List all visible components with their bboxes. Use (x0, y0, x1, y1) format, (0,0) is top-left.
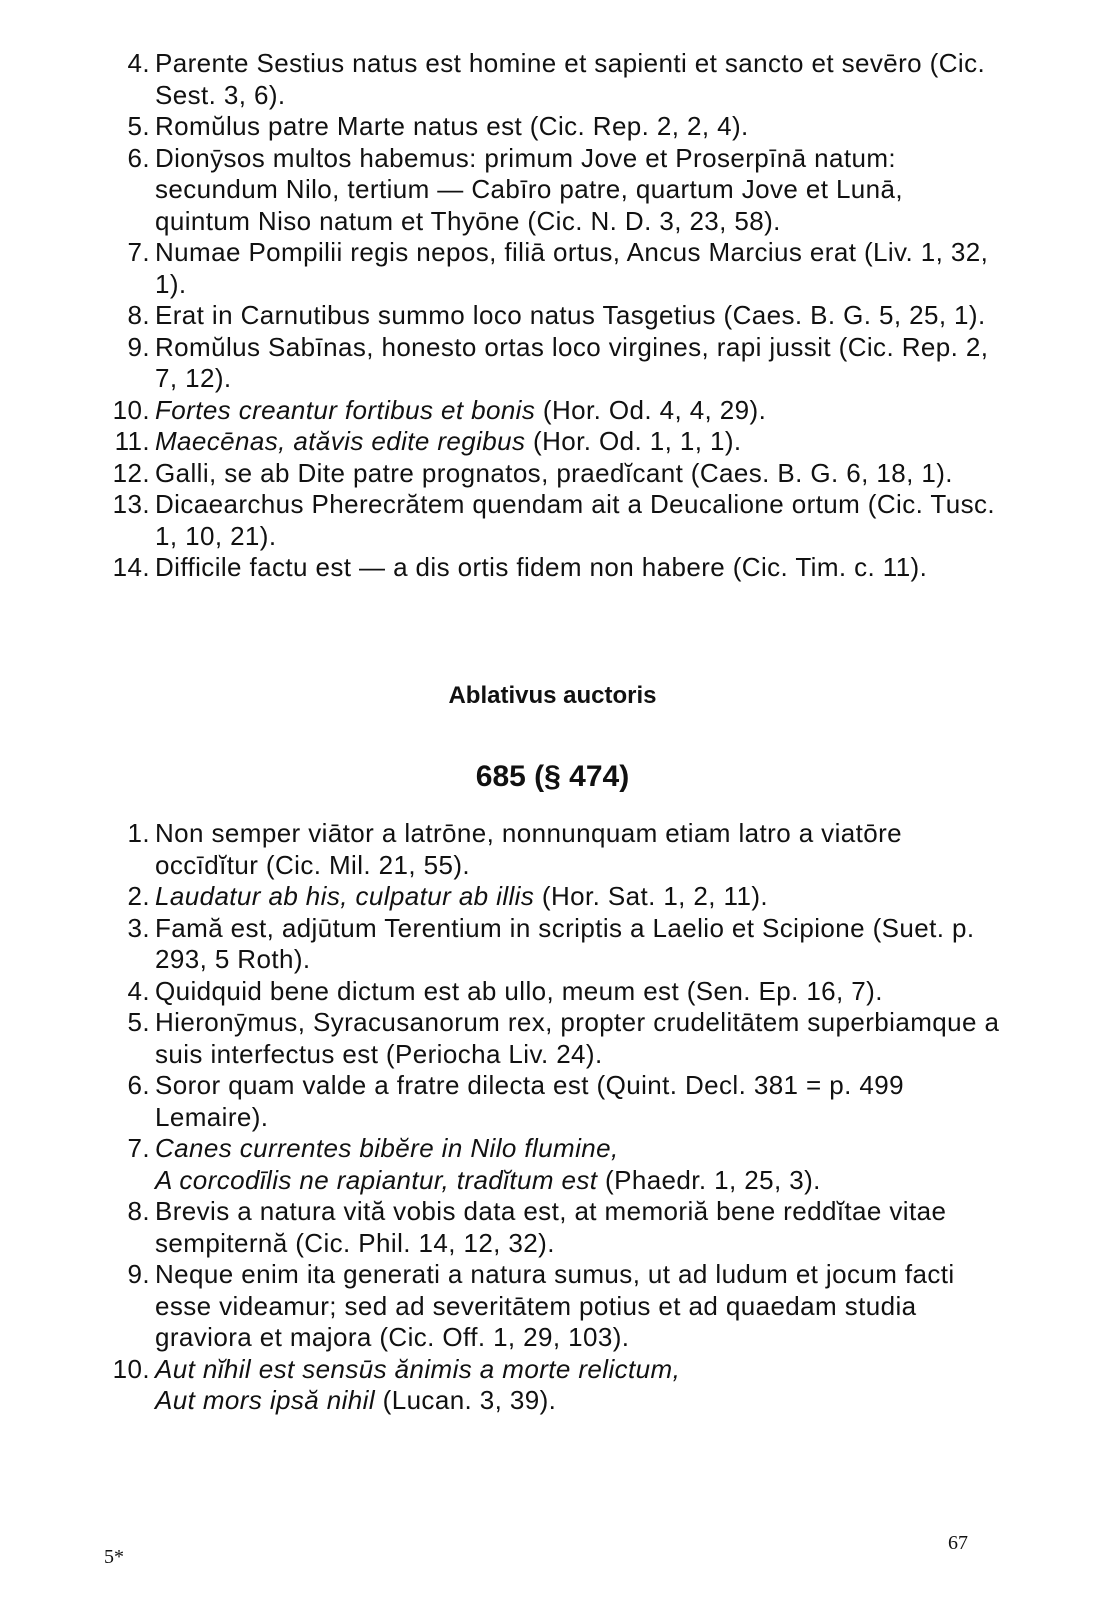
item-text (155, 976, 1000, 1008)
list-item (100, 48, 1000, 111)
item-number: 4. (127, 48, 150, 78)
italic-quote: Fortes creantur fortibus et bonis (155, 394, 536, 425)
item-text (155, 1133, 1000, 1196)
italic-quote: Laudatur ab his, culpatur ab illis (155, 881, 535, 911)
item-text (155, 881, 1000, 913)
list-item (100, 976, 1000, 1008)
item-number: 7. (127, 1133, 150, 1163)
list-item (100, 913, 1000, 976)
item-number: 5. (127, 1007, 150, 1037)
item-text (155, 1354, 1000, 1417)
list-item (100, 237, 1000, 300)
item-number: 2. (127, 881, 150, 911)
list-item (100, 332, 1000, 395)
item-text (155, 818, 1000, 881)
item-number: 1. (127, 818, 150, 848)
text-run: Neque enim ita generati a natura sumus, ut ad ludum et jocum facti esse videamur; sed ad severitātem potius et ad quaedam studia graviora et majora (Cic. Off. 1, 29, 103). (155, 1259, 955, 1352)
list-item (100, 1133, 1000, 1196)
text-run: Dicaearchus Pherecrătem quendam ait a Deucalione ortum (Cic. Tusc. 1, 10, 21). (155, 489, 995, 551)
italic-quote: Maecēnas, atăvis edite regibus (155, 426, 526, 456)
list-item (100, 1007, 1000, 1070)
item-number: 13. (112, 489, 150, 519)
text-run: Hieronȳmus, Syracusanorum rex, propter crudelitātem superbiamque a suis interfectus est (Periocha Liv. 24). (155, 1007, 1000, 1069)
text-run: Brevis a natura vită vobis data est, at memoriă bene reddĭtae vitae sempiternă (Cic. Phil. 14, 12, 32). (155, 1196, 947, 1258)
item-text (155, 1070, 1000, 1133)
list-item (100, 395, 1000, 427)
item-number: 4. (127, 975, 150, 1006)
list-item (100, 1354, 1000, 1417)
item-number: 8. (127, 300, 150, 330)
text-run: Parente Sestius natus est homine et sapienti et sancto et sevēro (Cic. Sest. 3, 6). (155, 48, 986, 110)
item-text (155, 1196, 1000, 1259)
item-number: 10. (112, 394, 150, 425)
list-item (100, 1259, 1000, 1354)
list-item (100, 111, 1000, 143)
text-run: Quidquid bene dictum est ab ullo, meum est (Sen. Ep. 16, 7). (155, 975, 883, 1006)
text-run: (Phaedr. 1, 25, 3). (597, 1164, 821, 1195)
text-run: Numae Pompilii regis nepos, filiā ortus, Ancus Marcius erat (Liv. 1, 32, 1). (155, 237, 989, 299)
list-item (100, 818, 1000, 881)
item-number: 12. (112, 457, 150, 488)
italic-quote: Aut nĭhil est sensūs ănimis a morte relictum, (155, 1353, 681, 1384)
text-run: Non semper viātor a latrōne, nonnunquam etiam latro a viatōre occīdĭtur (Cic. Mil. 21, 55). (155, 818, 903, 880)
item-number: 6. (127, 1070, 150, 1100)
item-number: 6. (127, 142, 150, 173)
italic-quote: A corcodīlis ne rapiantur, tradĭtum est (155, 1164, 598, 1195)
signature-mark: 5* (104, 1546, 124, 1568)
text-run: (Hor. Sat. 1, 2, 11). (534, 881, 769, 911)
text-run: (Hor. Od. 1, 1, 1). (525, 426, 742, 456)
text-run: (Lucan. 3, 39). (375, 1385, 557, 1415)
item-text (155, 395, 1000, 427)
item-number: 9. (127, 1259, 150, 1289)
list-item (100, 881, 1000, 913)
list-item (100, 1070, 1000, 1133)
item-number: 8. (127, 1196, 150, 1226)
item-text (155, 913, 1000, 976)
list-item (100, 458, 1000, 490)
text-run: Romŭlus patre Marte natus est (Cic. Rep. 2, 2, 4). (155, 111, 749, 141)
item-text (155, 48, 1000, 111)
item-number: 14. (112, 552, 150, 582)
item-number: 3. (127, 912, 150, 943)
text-run: Famă est, adjūtum Terentium in scriptis a Laelio et Scipione (Suet. p. 293, 5 Roth). (155, 912, 975, 974)
item-number: 11. (114, 426, 150, 456)
list-item (100, 489, 1000, 552)
page-number: 67 (948, 1532, 968, 1554)
text-run: Galli, se ab Dite patre prognatos, praedĭcant (Caes. B. G. 6, 18, 1). (155, 457, 953, 488)
list-item (100, 143, 1000, 238)
item-text (155, 332, 1000, 395)
item-text (155, 426, 1000, 458)
item-text (155, 489, 1000, 552)
item-text (155, 458, 1000, 490)
list-item (100, 426, 1000, 458)
item-text (155, 1259, 1000, 1354)
list-item (100, 552, 1000, 584)
section-heading: Ablativus auctoris (448, 682, 657, 709)
item-number: 10. (112, 1353, 150, 1384)
item-text (155, 300, 1000, 332)
italic-quote: Aut mors ipsă nihil (155, 1385, 376, 1415)
list-item (100, 300, 1000, 332)
item-text (155, 552, 1000, 584)
example-list-top (100, 48, 1000, 584)
example-list-bottom (100, 818, 1000, 1417)
item-number: 9. (127, 331, 150, 362)
item-number: 5. (127, 111, 150, 141)
item-text (155, 143, 1000, 238)
text-run: Romŭlus Sabīnas, honesto ortas loco virgines, rapi jussit (Cic. Rep. 2, 7, 12). (155, 331, 989, 393)
text-run: Dionȳsos multos habemus: primum Jove et Proserpīnā natum: secundum Nilo, tertium — Cabīro patre, quartum Jove et Lunā, quintum Niso natum et Thyōne (Cic. N. D. 3, 23, 58). (155, 142, 904, 236)
text-run: Difficile factu est — a dis ortis fidem non habere (Cic. Tim. c. 11). (155, 552, 928, 582)
text-run: Soror quam valde a fratre dilecta est (Quint. Decl. 381 = p. 499 Lemaire). (155, 1070, 904, 1132)
section-number: 685 (§ 474) (475, 760, 630, 793)
text-run: (Hor. Od. 4, 4, 29). (535, 394, 767, 425)
italic-quote: Canes currentes bibĕre in Nilo flumine, (155, 1133, 619, 1163)
item-text (155, 111, 1000, 143)
text-run: Erat in Carnutibus summo loco natus Tasgetius (Caes. B. G. 5, 25, 1). (155, 300, 986, 330)
item-text (155, 237, 1000, 300)
item-text (155, 1007, 1000, 1070)
list-item (100, 1196, 1000, 1259)
item-number: 7. (127, 237, 150, 267)
